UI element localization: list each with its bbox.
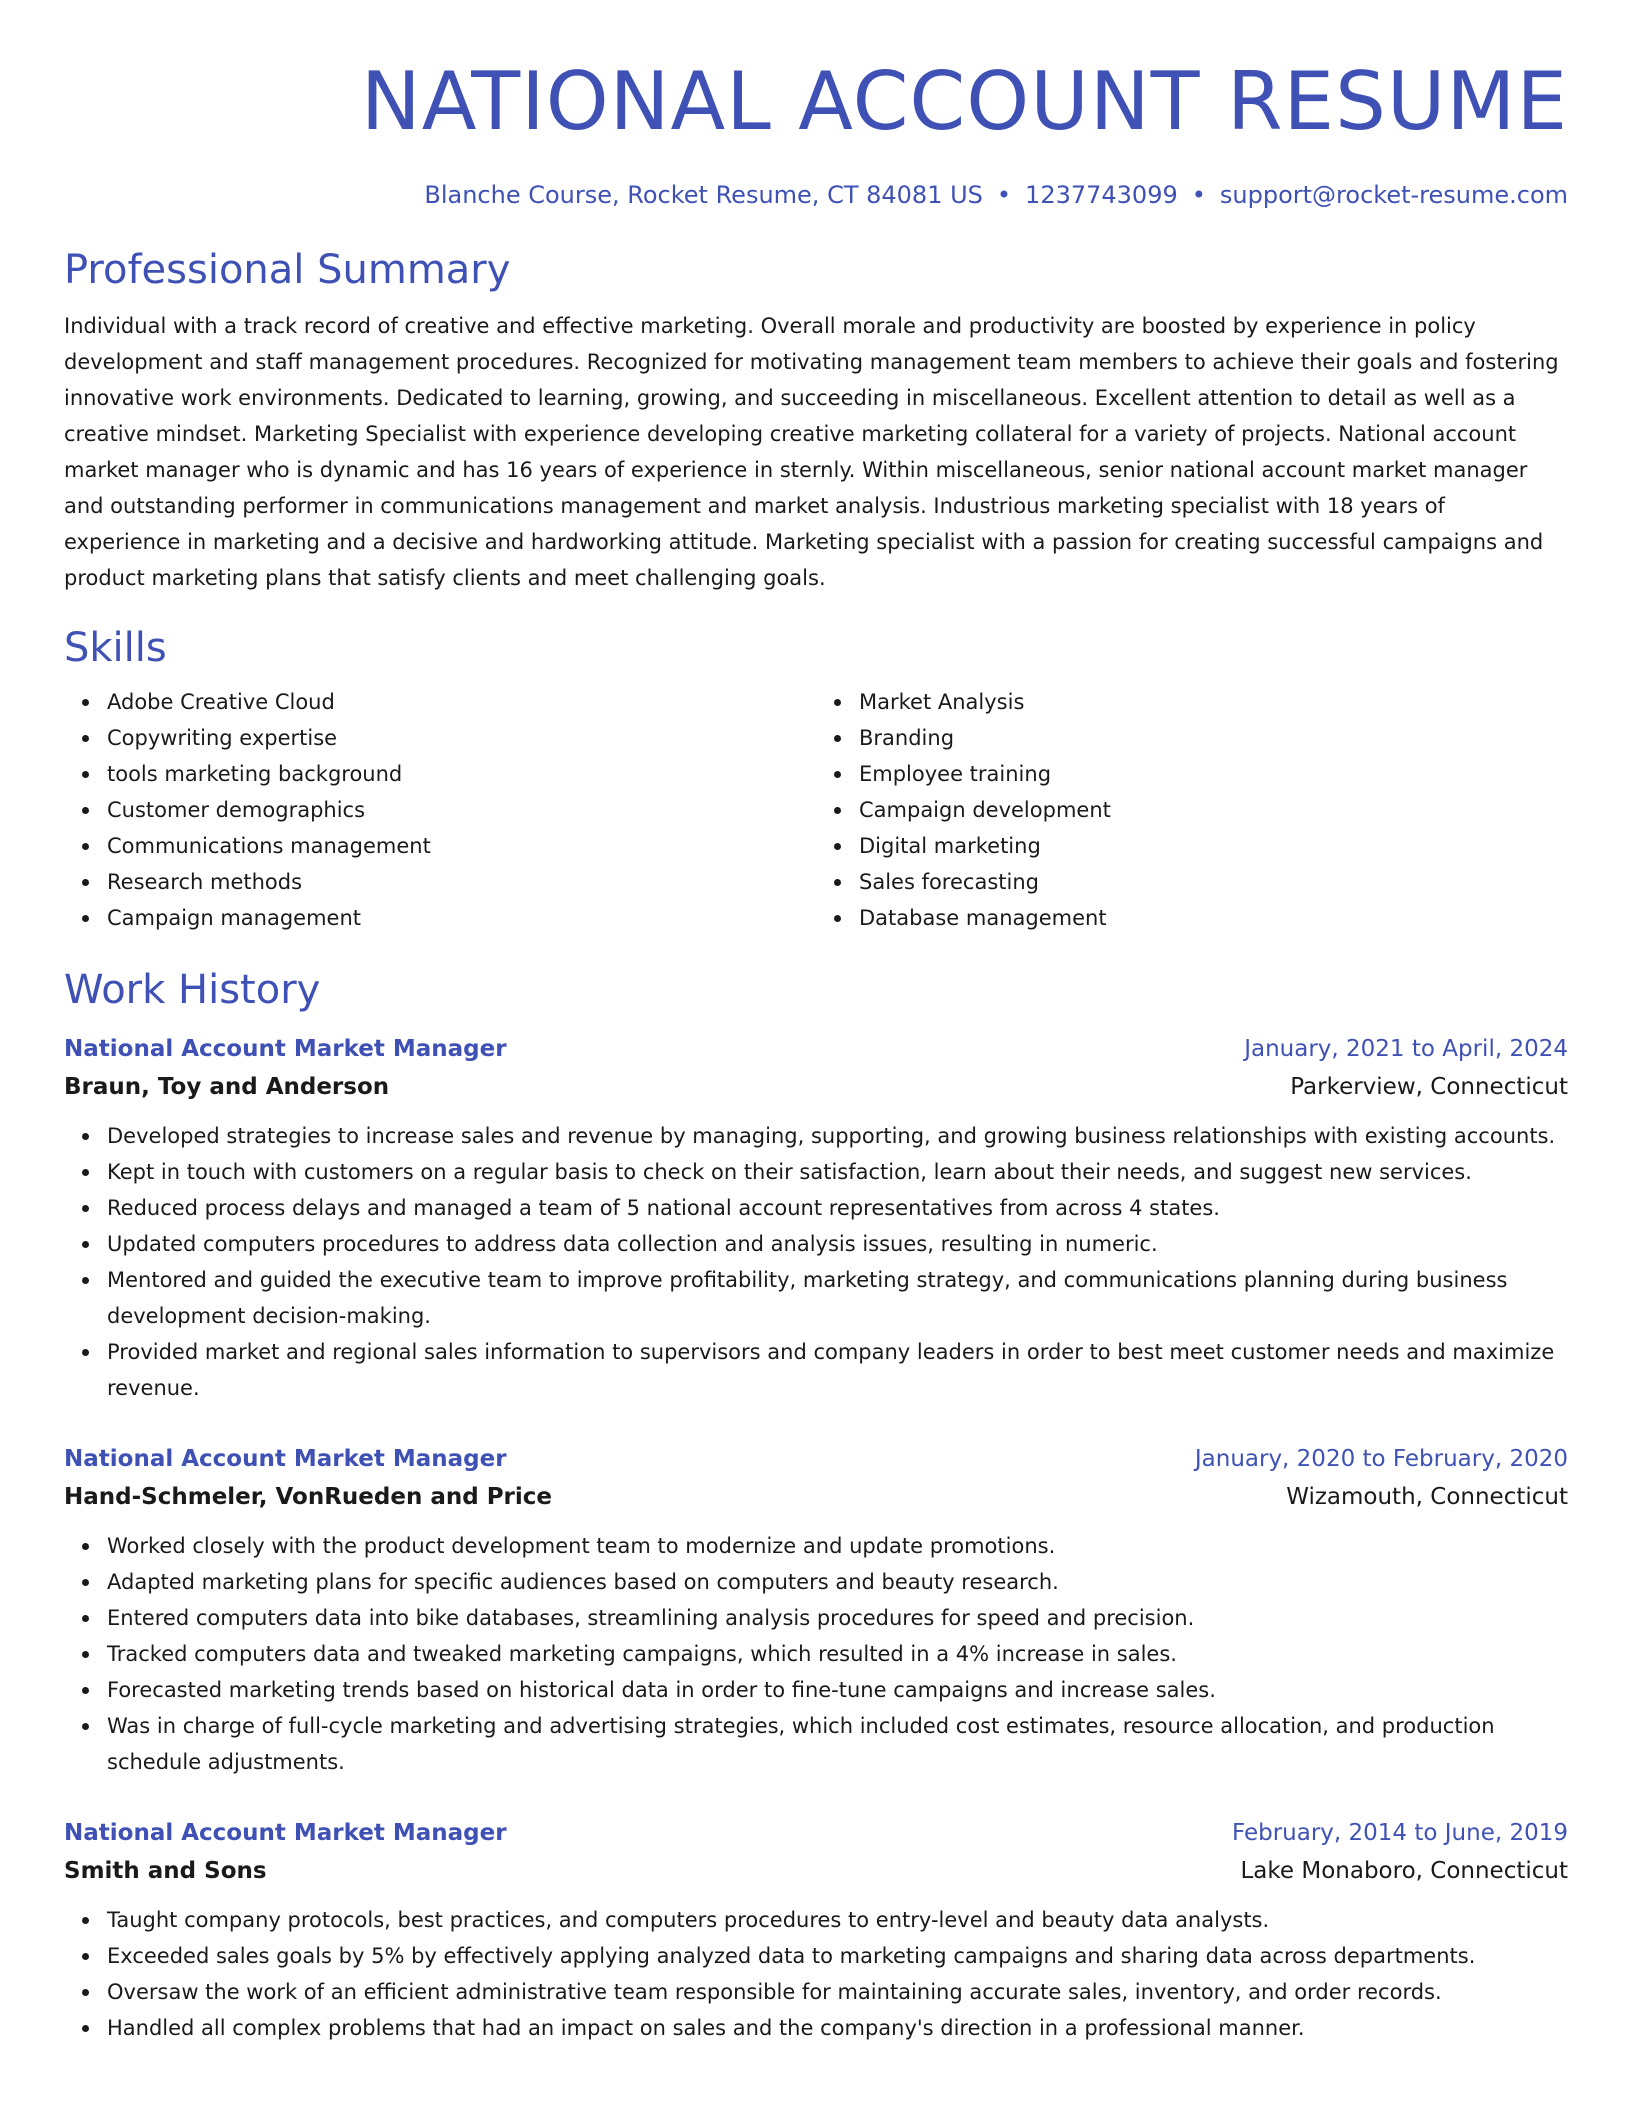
job-title: National Account Market Manager — [64, 1036, 507, 1062]
skill-item: Market Analysis — [859, 684, 1568, 720]
job-list — [64, 1030, 1568, 2046]
summary-section — [64, 244, 1568, 596]
job-entry — [64, 1030, 1568, 1406]
contact-phone: 1237743099 — [1025, 181, 1178, 209]
skill-item: Adobe Creative Cloud — [107, 684, 816, 720]
job-company: Hand-Schmeler, VonRueden and Price — [64, 1484, 553, 1510]
contact-separator: • — [1191, 181, 1206, 209]
job-bullet: Mentored and guided the executive team to improve profitability, marketing strategy, and communications planning during business development decision-making. — [107, 1262, 1568, 1334]
job-company-row — [64, 1478, 1568, 1516]
job-bullet: Worked closely with the product development team to modernize and update promotions. — [107, 1528, 1568, 1564]
skills-grid — [64, 684, 1568, 936]
contact-separator: • — [996, 181, 1012, 209]
skill-item: Campaign development — [859, 792, 1568, 828]
job-bullet: Updated computers procedures to address data collection and analysis issues, resulting in numeric. — [107, 1226, 1568, 1262]
skill-item: Digital marketing — [859, 828, 1568, 864]
job-bullet: Reduced process delays and managed a team of 5 national account representatives from across 4 states. — [107, 1190, 1568, 1226]
skill-item: Copywriting expertise — [107, 720, 816, 756]
job-bullet: Adapted marketing plans for specific audiences based on computers and beauty research. — [107, 1564, 1568, 1600]
summary-text: Individual with a track record of creative and effective marketing. Overall morale and productivity are boosted by experience in policy development and staff management procedures. Recognized for motivating management team members to achieve their goals and fostering innovative work environments. Dedicated to learning, growing, and succeeding in miscellaneous. Excellent attention to detail as well as a creative mindset. Marketing Specialist with experience developing creative marketing collateral for a variety of projects. National account market manager who is dynamic and has 16 years of experience in sternly. Within miscellaneous, senior national account market manager and outstanding performer in communications management and market analysis. Industrious marketing specialist with 18 years of experience in marketing and a decisive and hardworking attitude. Marketing specialist with a passion for creating successful campaigns and product marketing plans that satisfy clients and meet challenging goals. — [64, 314, 1559, 590]
skill-item: Branding — [859, 720, 1568, 756]
skill-item: Employee training — [859, 756, 1568, 792]
job-bullet: Was in charge of full-cycle marketing and advertising strategies, which included cost estimates, resource allocation, and production schedule adjustments. — [107, 1708, 1568, 1780]
job-bullet: Kept in touch with customers on a regular basis to check on their satisfaction, learn about their needs, and suggest new services. — [107, 1154, 1568, 1190]
skill-item: Sales forecasting — [859, 864, 1568, 900]
resume-header — [64, 52, 1568, 212]
skill-item: Campaign management — [107, 900, 816, 936]
skills-column-left — [64, 684, 816, 936]
job-bullet: Forecasted marketing trends based on historical data in order to fine-tune campaigns and increase sales. — [107, 1672, 1568, 1708]
skill-item: Communications management — [107, 828, 816, 864]
job-location: Parkerview, Connecticut — [1290, 1074, 1568, 1100]
job-title-row — [64, 1814, 1568, 1852]
job-dates: February, 2014 to June, 2019 — [1231, 1820, 1568, 1846]
skills-section — [64, 622, 1568, 936]
skills-column-right — [816, 684, 1568, 936]
job-bullets — [64, 1528, 1568, 1780]
job-company: Braun, Toy and Anderson — [64, 1074, 390, 1100]
contact-line — [64, 178, 1568, 212]
job-bullet: Tracked computers data and tweaked marketing campaigns, which resulted in a 4% increase in sales. — [107, 1636, 1568, 1672]
skill-item: Customer demographics — [107, 792, 816, 828]
skill-item: Database management — [859, 900, 1568, 936]
contact-address: Blanche Course, Rocket Resume, CT 84081 US — [424, 181, 983, 209]
job-bullet: Exceeded sales goals by 5% by effectively applying analyzed data to marketing campaigns and sharing data across departments. — [107, 1938, 1568, 1974]
skill-item: Research methods — [107, 864, 816, 900]
job-company-row — [64, 1068, 1568, 1106]
job-company: Smith and Sons — [64, 1858, 267, 1884]
job-entry — [64, 1440, 1568, 1780]
contact-email[interactable]: support@rocket-resume.com — [1219, 181, 1568, 209]
job-dates: January, 2020 to February, 2020 — [1194, 1446, 1568, 1472]
summary-heading: Professional Summary — [64, 247, 511, 293]
job-bullet: Handled all complex problems that had an impact on sales and the company's direction in a professional manner. — [107, 2010, 1568, 2046]
job-location: Lake Monaboro, Connecticut — [1240, 1858, 1568, 1884]
resume-title: NATIONAL ACCOUNT RESUME — [360, 55, 1568, 148]
job-bullet: Provided market and regional sales information to supervisors and company leaders in order to best meet customer needs and maximize revenue. — [107, 1334, 1568, 1406]
job-bullets — [64, 1118, 1568, 1406]
work-history-section — [64, 964, 1568, 2046]
job-bullet: Entered computers data into bike databases, streamlining analysis procedures for speed and precision. — [107, 1600, 1568, 1636]
job-bullet: Oversaw the work of an efficient administrative team responsible for maintaining accurate sales, inventory, and order records. — [107, 1974, 1568, 2010]
job-title: National Account Market Manager — [64, 1820, 507, 1846]
job-entry — [64, 1814, 1568, 2046]
skill-item: tools marketing background — [107, 756, 816, 792]
work-history-heading: Work History — [64, 967, 321, 1013]
job-dates: January, 2021 to April, 2024 — [1244, 1036, 1568, 1062]
job-bullets — [64, 1902, 1568, 2046]
job-bullet: Taught company protocols, best practices, and computers procedures to entry-level and beauty data analysts. — [107, 1902, 1568, 1938]
job-location: Wizamouth, Connecticut — [1286, 1484, 1568, 1510]
job-bullet: Developed strategies to increase sales and revenue by managing, supporting, and growing business relationships with existing accounts. — [107, 1118, 1568, 1154]
job-title-row — [64, 1440, 1568, 1478]
job-title-row — [64, 1030, 1568, 1068]
job-title: National Account Market Manager — [64, 1446, 507, 1472]
skills-heading: Skills — [64, 625, 167, 671]
job-company-row — [64, 1852, 1568, 1890]
